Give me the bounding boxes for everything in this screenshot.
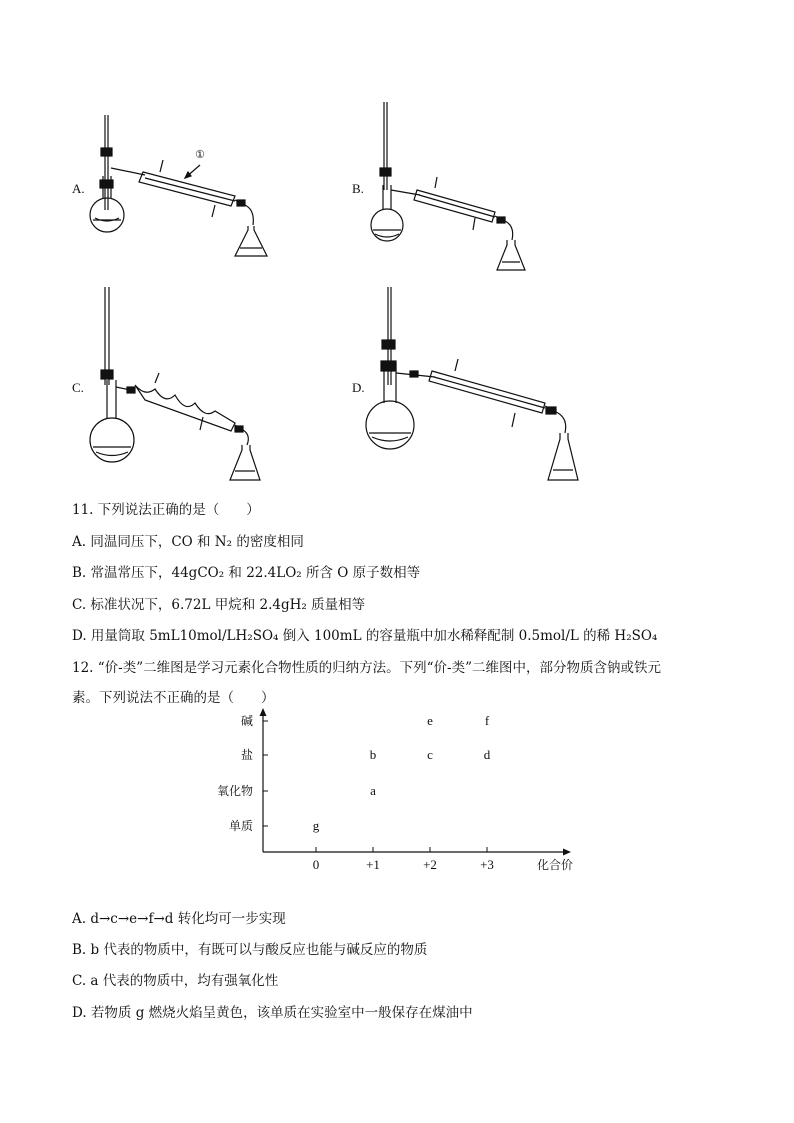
point-label-d: d (483, 747, 491, 762)
y-axis-arrow (260, 708, 267, 716)
x-tick-label: 0 (312, 857, 320, 872)
q11-option-c: C. 标准状况下，6.72L 甲烷和 2.4gH₂ 质量相等 (72, 597, 366, 613)
y-tick-label: 盐 (240, 748, 253, 762)
point-label-a: a (370, 783, 376, 798)
q12-stem-line2: 素。下列说法不正确的是（ ） (72, 690, 275, 706)
point-label-e: e (427, 713, 433, 728)
x-axis-arrow (563, 849, 571, 856)
q12-option-b: B. b 代表的物质中，有既可以与酸反应也能与碱反应的物质 (72, 942, 428, 958)
q11-option-d: D. 用量筒取 5mL10mol/LH₂SO₄ 倒入 100mL 的容量瓶中加水稀释配制 0.5mol/L 的稀 H₂SO₄ (72, 628, 658, 644)
q12-option-a: A. d→c→e→f→d 转化均可一步实现 (72, 911, 286, 927)
x-tick-label: +3 (480, 857, 494, 872)
point-label-c: c (427, 747, 433, 762)
y-tick-label: 氧化物 (216, 784, 253, 798)
q11-option-b: B. 常温常压下，44gCO₂ 和 22.4LO₂ 所含 O 原子数相等 (72, 565, 421, 581)
q11-option-a: A. 同温同压下，CO 和 N₂ 的密度相同 (72, 534, 304, 550)
distillation-apparatus-a (85, 110, 275, 260)
x-tick-label: +2 (423, 857, 437, 872)
x-tick-label: +1 (366, 857, 380, 872)
q12-option-c: C. a 代表的物质中，均有强氧化性 (72, 973, 279, 989)
point-label-f: f (484, 713, 490, 728)
apparatus-a-label: A. (72, 181, 85, 196)
x-axis-label: 化合价 (536, 858, 574, 872)
q12-stem-line1: 12. “价-类”二维图是学习元素化合物性质的归纳方法。下列“价-类”二维图中，部分物质含钠或铁元 (72, 660, 661, 676)
point-label-g: g (312, 818, 320, 833)
q11-stem: 11. 下列说法正确的是（ ） (72, 502, 260, 518)
valence-class-chart (195, 700, 595, 880)
q12-option-d: D. 若物质 g 燃烧火焰呈黄色，该单质在实验室中一般保存在煤油中 (72, 1005, 473, 1021)
distillation-apparatus-d (360, 285, 590, 485)
distillation-apparatus-c (85, 285, 265, 485)
apparatus-c-label: C. (72, 380, 84, 395)
distillation-apparatus-b (365, 100, 535, 275)
point-label-b: b (369, 747, 377, 762)
y-tick-label: 碱 (240, 714, 253, 728)
apparatus-d-label: D. (352, 380, 365, 395)
y-tick-label: 单质 (228, 819, 253, 833)
apparatus-b-label: B. (352, 181, 364, 196)
marker-1: ① (195, 148, 205, 161)
